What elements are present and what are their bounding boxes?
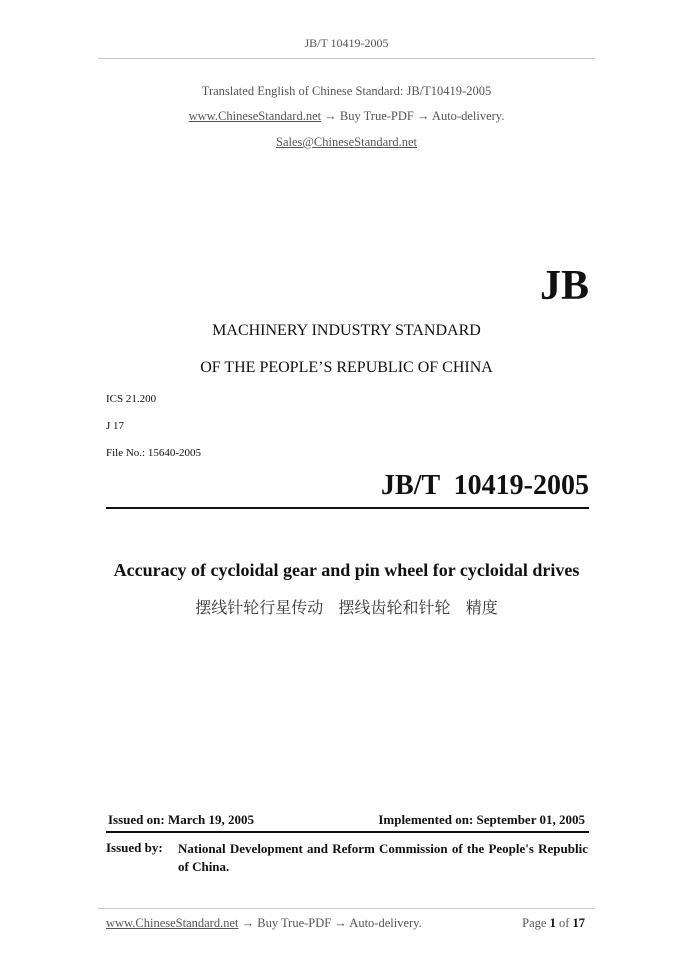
promo-text: → Buy True-PDF → Auto-delivery. <box>324 109 505 123</box>
sales-email-link[interactable]: Sales@ChineseStandard.net <box>276 135 417 149</box>
ics-code: ICS 21.200 <box>106 393 157 405</box>
footer-site-link[interactable]: www.ChineseStandard.net <box>106 916 239 930</box>
page-label: Page <box>522 916 547 930</box>
page-current: 1 <box>549 916 556 930</box>
org-line-2: OF THE PEOPLE’S REPUBLIC OF CHINA <box>200 359 493 376</box>
title-english: Accuracy of cycloidal gear and pin wheel for cycloidal drives <box>113 560 580 580</box>
file-number: File No.: 15640-2005 <box>106 447 202 459</box>
page-total: 17 <box>572 916 585 930</box>
issued-date: Issued on: March 19, 2005 <box>108 812 255 827</box>
running-header: JB/T 10419-2005 <box>304 36 389 50</box>
footer-promo-text: → Buy True-PDF → Auto-delivery. <box>241 916 422 930</box>
issued-by-label: Issued by: <box>106 840 163 855</box>
jb-logo: JB <box>539 263 589 309</box>
dates-divider <box>106 831 589 833</box>
issued-by-text: National Development and Reform Commission of the People's Republic of China. <box>178 841 588 874</box>
promo-line <box>0 109 693 124</box>
sales-line <box>0 135 693 150</box>
translated-notice: Translated English of Chinese Standard: JB/T10419-2005 <box>201 84 492 98</box>
implemented-date: Implemented on: September 01, 2005 <box>378 812 585 827</box>
standard-code: JB/T 10419-2005 <box>381 470 589 501</box>
site-link[interactable]: www.ChineseStandard.net <box>188 109 322 123</box>
footer-promo <box>106 916 422 931</box>
page-indicator <box>522 916 585 931</box>
org-line-1: MACHINERY INDUSTRY STANDARD <box>212 322 481 339</box>
header-divider <box>98 58 595 59</box>
ccs-code: J 17 <box>106 420 125 432</box>
title-chinese: 摆线针轮行星传动 摆线齿轮和针轮 精度 <box>195 598 498 617</box>
footer-divider <box>98 908 595 909</box>
page-of: of <box>558 916 570 930</box>
code-divider <box>106 507 589 509</box>
